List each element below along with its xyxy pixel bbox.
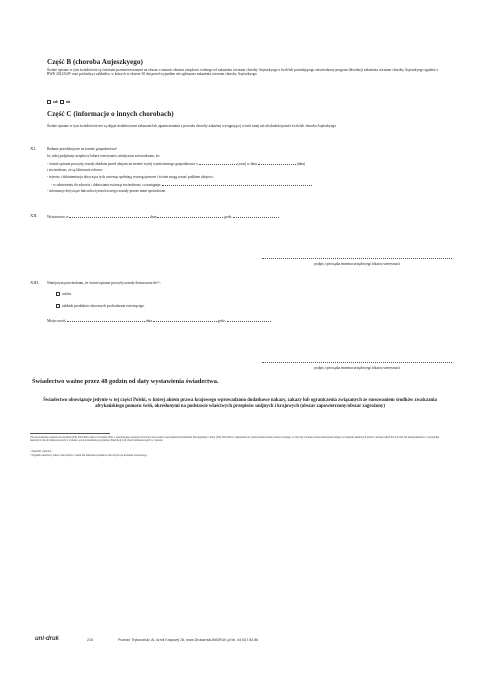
part-c-text: Świnie opisane w tym świadectwie nie są objęte dodatkowymi zakazami lub ograniczeniami z powodu choroby zakaźnej występującej u świń innej niż afrykański pomór świń lub choroba Aujeszkyego — [47, 124, 337, 128]
xiii-hour-field[interactable] — [227, 318, 271, 322]
place-label: Miejscowość — [47, 319, 66, 323]
welfare-field[interactable] — [162, 182, 312, 186]
bullet-1-text: - świnie opisane powyżej zostały zbadane przed ubojem na terenie wyżej wymienionego gospodarstwa o — [47, 162, 198, 166]
label-yes: tak — [53, 100, 58, 104]
signature-line-xii[interactable] — [262, 258, 452, 259]
section-xi-bullet-4: - informacje dotyczące łańcucha żywnościowego zostały przeze mnie sprawdzone. — [47, 189, 167, 193]
publisher-logo: uni·druk — [35, 636, 59, 642]
checkbox-slaughterhouse[interactable] — [56, 292, 60, 296]
footnote-2: ⁵ Zakreślić właściwe — [30, 450, 52, 453]
bullet-1-date-label: (data) — [296, 162, 306, 166]
footnote-divider — [30, 433, 110, 434]
time-field[interactable] — [199, 161, 237, 165]
date-field[interactable] — [258, 161, 296, 165]
publisher-info: Poznań Trybunalski, Al. Armii Krajowej 26, www.DrukarniaUNIDRUK.pl tel. 44 647 84 86 — [118, 638, 259, 642]
bullet-3-text: - w odniesieniu do zdrowia i dobrostanu zwierząt stwierdzono, co następuje: — [51, 183, 162, 187]
issued-day-field[interactable] — [157, 214, 223, 218]
xiii-hour-label: godz. — [217, 319, 226, 323]
part-c-title: Część C (informacje o innych chorobach) — [47, 110, 174, 118]
part-b-options — [47, 100, 70, 104]
section-xi-number: XI. — [30, 146, 36, 151]
section-xii-number: XII. — [30, 213, 38, 218]
section-xiii-place-line — [47, 318, 271, 323]
section-xiii-option-2 — [56, 304, 145, 308]
issued-label: Wystawiono w — [47, 215, 69, 219]
section-xiii-number: XIII. — [30, 280, 40, 285]
signature-caption-xii: podpis i pieczątka imienna urzędowego lekarza weterynarii — [314, 262, 400, 266]
xiii-day-field[interactable] — [153, 318, 217, 322]
issued-hour-label: godz. — [224, 215, 233, 219]
part-b-title: Część B (choroba Aujeszkyego) — [47, 58, 143, 66]
issued-day-label: dnia — [150, 215, 157, 219]
signature-line-xiii[interactable] — [262, 362, 452, 363]
part-b-text: Świnie opisane w tym świadectwie są świniami przemieszczanymi na obszar o statusie obszaru urzędowo wolnego od zakażenia wirusem choroby Aujeszkyego a świń lub posiadającego zatwierdzony program likwidacji zakażenia wirusem choroby Aujeszkyego zgodnie z RWK 2021/620⁸ oraz pochodzą z zakładów, w których w okresie 30 dni przed wyjazdem nie zgłoszono zakażenia wirusem choroby Aujeszkyego: — [47, 68, 439, 77]
footnote-1: ⁴ Rozporządzenie wykonawcze Komisji (UE) 2021/620 z dnia 15 kwietnia 2021 r. ustanawiające przepisy dotyczące stosowania rozporządzenia Parlamentu Europejskiego i Rady (UE) 2016/429 w odniesieniu do zatwierdzania statusu obszaru wolnego od choroby i statusu obszaru niedopuszczalnego szczepienia niektórych państw członkowskich lub ich stref lub kompartmentów w przypadku niektórych chorób umieszczonych w wykazie oraz zatwierdzania programów likwidacji tych chorób umieszczonych w wykazie — [30, 436, 440, 443]
signature-caption-xiii: podpis i pieczątka imienna urzędowego lekarza weterynarii — [314, 366, 400, 370]
section-xi-bullet-1 — [47, 161, 447, 166]
section-xii-issued-line — [47, 214, 279, 219]
section-xi-bullet-1-cont: i stwierdzono, że są klinicznie zdrowe; — [47, 168, 103, 172]
bullet-1-time-label: (czas) w dniu — [237, 162, 257, 166]
section-xi-bullet-3 — [47, 182, 312, 187]
label-no: nie — [65, 100, 71, 104]
option-2-label: zakładu produktów ubocznych pochodzenia zwierzęcego. — [62, 304, 145, 308]
territory-warning: Świadectwo obowiązuje jedynie w tej części Polski, w której aktem prawa krajowego wprowadzono dodatkowe nakazy, zakazy lub ograniczenia związanych ze stosowaniem środków zwalczania afrykańskiego pomoru świń, określonymi na podstawie właściwych przepisów unijnych i krajowych (obszar zapowietrzony/obszar zagrożony) — [43, 398, 437, 410]
section-xi-heading: Badanie przedubojowe na terenie gospodarstwa⁵ — [47, 147, 117, 151]
section-xiii-text: Niniejszym potwierdzam, że świnie opisane powyżej zostały dostarczone do⁵⁶: — [47, 281, 161, 285]
checkbox-no[interactable] — [60, 100, 64, 104]
option-1-label: rzeźni. — [62, 292, 72, 296]
section-xi-bullet-2: - rejestry i dokumentacja dotycząca tych zwierząt spełniają wymogi prawne i świnie mogą zostać poddane ubojowi, — [47, 175, 214, 179]
checkbox-yes[interactable] — [47, 100, 51, 104]
footnote-3: ⁶ Wypełnia urzędowy lekarz weterynarii w rzeźni lub zakładzie produktów ubocznych pochodzenia zwierzęcego. — [30, 454, 148, 457]
form-code: 215 — [87, 638, 93, 642]
checkbox-byproducts-plant[interactable] — [56, 304, 60, 308]
xiii-day-label: dnia — [145, 319, 152, 323]
issued-place-field[interactable] — [69, 214, 149, 218]
section-xiii-option-1 — [56, 292, 72, 296]
place-field[interactable] — [67, 318, 145, 322]
issued-hour-field[interactable] — [233, 214, 279, 218]
validity-statement: Świadectwo ważne przez 48 godzin od daty wystawienia świadectwa. — [32, 378, 219, 385]
section-xi-intro: Ja, niżej podpisany urzędowy lekarz weterynarii, niniejszym zaświadczam, że: — [47, 154, 161, 158]
